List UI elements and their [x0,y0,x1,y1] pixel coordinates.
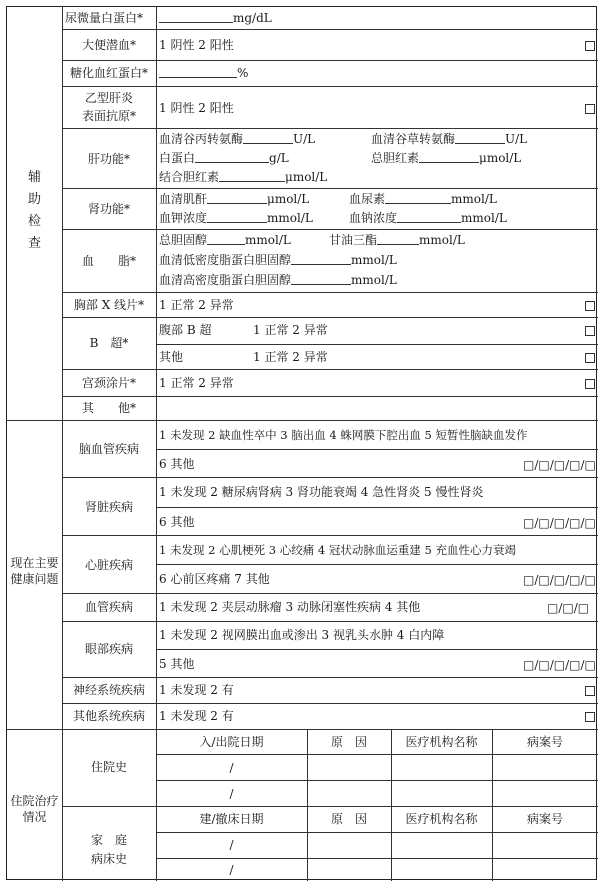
row-line [62,703,598,704]
cerebro-checkboxes[interactable]: □/□/□/□/□ [523,458,596,472]
row-line [62,229,598,230]
hba1c-unit: % [237,66,249,80]
row-line [156,649,598,650]
row-line [62,477,598,478]
section-health-label [7,555,62,587]
stool-label: 大便潜血* [81,38,136,52]
hbsag-label-1: 乙型肝炎 [84,91,133,105]
lipid-label: 血 脂* [81,254,136,268]
row-line [62,593,598,594]
ast-unit: U/L [505,132,528,146]
tg-label: 甘油三酯 [329,233,378,247]
ldl-unit: mmol/L [351,253,397,267]
scr-unit: μmol/L [267,192,310,206]
na-unit: mmol/L [461,211,507,225]
bmode-other-label: 其他 [159,350,184,364]
alt-unit: U/L [293,132,316,146]
pap-options: 1 正常 2 异常 [159,376,234,390]
eye-checkboxes[interactable]: □/□/□/□/□ [523,658,596,672]
inpatient-col-institution: 医疗机构名称 [405,735,478,749]
k-unit: mmol/L [267,211,313,225]
urine-field [159,11,272,25]
urine-unit: mg/dL [233,11,272,25]
ldl-label: 血清低密度脂蛋白胆固醇 [159,253,292,267]
row-line [62,29,598,30]
row-line [62,188,598,189]
row-line [62,317,598,318]
row-line [156,754,598,755]
liver-tbil [371,151,521,165]
inpatient-col-reason: 原 因 [330,735,367,749]
urine-input[interactable] [159,11,233,23]
row-line [156,449,598,450]
row-line [62,621,598,622]
row-line [156,832,598,833]
liver-ast [371,132,527,146]
section-hosp-label [7,793,62,825]
section-line [7,420,598,421]
health-record-form [6,6,597,880]
neuro-label: 神经系统疾病 [72,683,145,697]
renal-label: 肾脏疾病 [84,500,133,514]
row-line [156,344,598,345]
bun-input[interactable] [385,192,451,204]
xray-label: 胸部 X 线片* [73,298,145,312]
hbsag-checkbox[interactable] [585,104,595,114]
lipid-ldl [159,253,397,267]
liver-label: 肝功能* [87,152,130,166]
row-line [62,677,598,678]
scr-label: 血清肌酐 [159,192,208,206]
heart-line2: 6 心前区疼痛 7 其他 [159,572,270,586]
tg-input[interactable] [377,233,419,245]
inpatient-row1-date[interactable]: / [229,761,234,775]
eye-label: 眼部疾病 [84,642,133,656]
section-hosp-text: 住院治疗情况 [10,794,59,824]
bmode-abd-checkbox[interactable] [585,326,595,336]
row-line [62,128,598,129]
neuro-checkbox[interactable] [585,686,595,696]
family-row2-date[interactable]: / [229,863,234,877]
family-label-2: 病床史 [90,852,127,866]
family-col-date: 建/撤床日期 [199,812,264,826]
bmode-label: B 超* [89,336,129,350]
k-label: 血钾浓度 [159,211,208,225]
lipid-tg [329,233,465,247]
ast-label: 血清谷草转氨酶 [371,132,456,146]
tbil-unit: μmol/L [479,151,522,165]
hbsag-options: 1 阴性 2 阳性 [159,101,234,115]
other-sys-label: 其他系统疾病 [72,709,145,723]
row-line [62,60,598,61]
inpatient-col-record: 病案号 [526,735,563,749]
aux-others-label: 其 他* [81,401,136,415]
dbil-unit: μmol/L [285,170,328,184]
ldl-input[interactable] [291,253,351,265]
kidney-na [349,211,507,225]
vessel-checkboxes[interactable]: □/□/□ [547,601,590,615]
cerebro-line2: 6 其他 [159,457,195,471]
eye-line1: 1 未发现 2 视网膜出血或渗出 3 视乳头水肿 4 白内障 [159,628,445,642]
pap-label: 宫颈涂片* [81,376,136,390]
liver-alt [159,132,315,146]
row-line [156,507,598,508]
hbsag-label-2: 表面抗原* [81,109,136,123]
renal-checkboxes[interactable]: □/□/□/□/□ [523,516,596,530]
family-label-1: 家 庭 [90,833,127,847]
inpatient-col-date: 入/出院日期 [199,735,264,749]
tc-input[interactable] [207,233,245,245]
kidney-label: 肾功能* [87,202,130,216]
family-row1-date[interactable]: / [229,838,234,852]
pap-checkbox[interactable] [585,379,595,389]
row-line [62,369,598,370]
na-label: 血钠浓度 [349,211,398,225]
liver-alb [159,151,289,165]
row-line [156,858,598,859]
neuro-line1: 1 未发现 2 有 [159,683,234,697]
alt-label: 血清谷丙转氨酶 [159,132,244,146]
tbil-input[interactable] [419,151,479,163]
section-aux-text: 辅助检查 [27,170,41,251]
bun-label: 血尿素 [349,192,386,206]
k-input[interactable] [207,211,267,223]
dbil-input[interactable] [219,170,285,182]
alt-input[interactable] [243,132,293,144]
alb-label: 白蛋白 [159,151,196,165]
lipid-hdl [159,273,397,287]
bmode-abd-label: 腹部 B 超 [159,323,212,337]
section-aux-label [7,167,62,255]
row-line [62,806,598,807]
heart-label: 心脏疾病 [84,558,133,572]
row-line [156,564,598,565]
tc-unit: mmol/L [245,233,291,247]
kidney-bun [349,192,497,206]
other-sys-checkbox[interactable] [585,712,595,722]
section-health-text: 现在主要健康问题 [10,556,59,586]
hba1c-input[interactable] [159,66,237,78]
row-line [62,86,598,87]
family-col-reason: 原 因 [330,812,367,826]
inpatient-label: 住院史 [90,760,127,774]
tbil-label: 总胆红素 [371,151,420,165]
alb-input[interactable] [195,151,269,163]
inpatient-row2-date[interactable]: / [229,787,234,801]
liver-dbil [159,170,327,184]
hdl-unit: mmol/L [351,273,397,287]
alb-unit: g/L [269,151,289,165]
hba1c-label: 糖化血红蛋白* [69,66,148,80]
row-line [62,535,598,536]
xray-checkbox[interactable] [585,301,595,311]
kidney-k [159,211,313,225]
lipid-tc [159,233,291,247]
cerebro-line1: 1 未发现 2 缺血性卒中 3 脑出血 4 蛛网膜下腔出血 5 短暂性脑缺血发作 [159,428,528,442]
dbil-label: 结合胆红素 [159,170,220,184]
row-line [62,396,598,397]
tg-unit: mmol/L [419,233,465,247]
na-input[interactable] [397,211,461,223]
renal-line1: 1 未发现 2 糖尿病肾病 3 肾功能衰竭 4 急性肾炎 5 慢性肾炎 [159,485,484,499]
renal-line2: 6 其他 [159,515,195,529]
row-line [62,292,598,293]
scr-input[interactable] [207,192,267,204]
hdl-input[interactable] [291,273,351,285]
bmode-other-checkbox[interactable] [585,353,595,363]
hdl-label: 血清高密度脂蛋白胆固醇 [159,273,292,287]
other-sys-line1: 1 未发现 2 有 [159,709,234,723]
hba1c-field [159,66,248,80]
family-col-institution: 医疗机构名称 [405,812,478,826]
heart-checkboxes[interactable]: □/□/□/□/□ [523,573,596,587]
cerebro-label: 脑血管疾病 [78,442,139,456]
stool-checkbox[interactable] [585,41,595,51]
family-col-record: 病案号 [526,812,563,826]
row-line [156,780,598,781]
vessel-label: 血管疾病 [84,600,133,614]
vessel-line1: 1 未发现 2 夹层动脉瘤 3 动脉闭塞性疾病 4 其他 [159,600,421,614]
heart-line1: 1 未发现 2 心肌梗死 3 心绞痛 4 冠状动脉血运重建 5 充血性心力衰竭 [159,543,516,557]
kidney-scr [159,192,309,206]
section-line [7,729,598,730]
stool-options: 1 阴性 2 阳性 [159,38,234,52]
eye-line2: 5 其他 [159,657,195,671]
ast-input[interactable] [455,132,505,144]
bun-unit: mmol/L [451,192,497,206]
bmode-other-options: 1 正常 2 异常 [253,350,328,364]
tc-label: 总胆固醇 [159,233,208,247]
bmode-abd-options: 1 正常 2 异常 [253,323,328,337]
xray-options: 1 正常 2 异常 [159,298,234,312]
urine-label: 尿微量白蛋白* [65,11,144,25]
